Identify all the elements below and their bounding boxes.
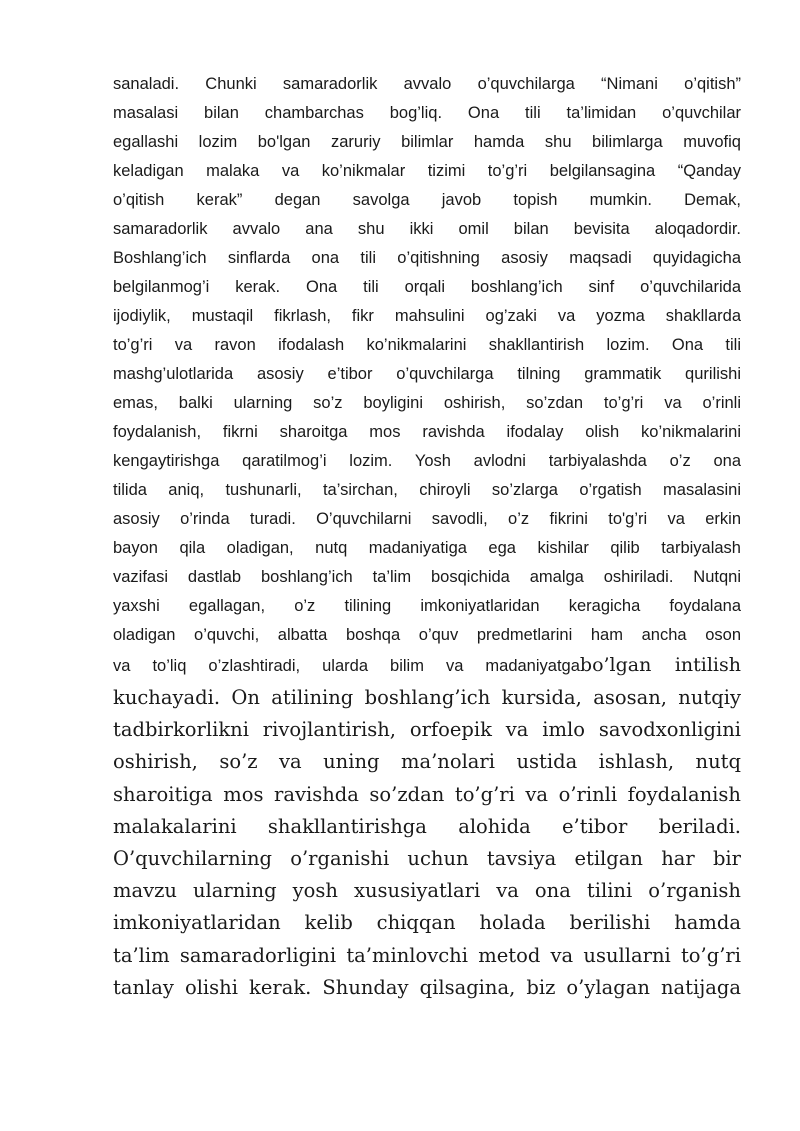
paragraph-sans <box>113 70 741 650</box>
body-text <box>113 70 741 1004</box>
text-line: tanlay olishi kerak. Shunday qilsagina, biz o’ylagan natijaga <box>113 975 741 999</box>
text-line-mixed <box>113 650 741 682</box>
text-line: Boshlang’ich sinflarda ona tili o’qitishning asosiy maqsadi quyidagicha <box>113 249 741 267</box>
text-line: egallashi lozim bo'lgan zaruriy bilimlar hamda shu bilimlarga muvofiq <box>113 133 741 151</box>
text-line: mavzu ularning yosh xususiyatlari va ona tilini o’rganish <box>113 879 741 903</box>
text-line: belgilanmog’i kerak. Ona tili orqali boshlang’ich sinf o’quvchilarida <box>113 278 741 296</box>
text-line: ta’lim samaradorligini ta’minlovchi metod va usullarni to’g’ri <box>113 943 741 967</box>
text-line: oladigan o’quvchi, albatta boshqa o’quv predmetlarini ham ancha oson <box>113 626 741 644</box>
text-line: keladigan malaka va ko’nikmalar tizimi to’g’ri belgilansagina “Qanday <box>113 162 741 180</box>
text-line: emas, balki ularning so’z boyligini oshirish, so’zdan to’g’ri va o’rinli <box>113 394 741 412</box>
text-line: tilida aniq, tushunarli, ta’sirchan, chiroyli so’zlarga o’rgatish masalasini <box>113 481 741 499</box>
text-line: malakalarini shakllantirishga alohida e’tibor beriladi. <box>113 814 741 838</box>
text-line: mashg’ulotlarida asosiy e’tibor o’quvchilarga tilning grammatik qurilishi <box>113 365 741 383</box>
text-line: to’g’ri va ravon ifodalash ko’nikmalarini shakllantirish lozim. Ona tili <box>113 336 741 354</box>
paragraph-serif <box>113 682 741 1004</box>
text-line: sanaladi. Chunki samaradorlik avvalo o’quvchilarga “Nimani o’qitish” <box>113 75 741 93</box>
text-line: tadbirkorlikni rivojlantirish, orfoepik va imlo savodxonligini <box>113 718 741 742</box>
text-line: O’quvchilarning o’rganishi uchun tavsiya etilgan har bir <box>113 847 741 871</box>
text-line: imkoniyatlaridan kelib chiqqan holada berilishi hamda <box>113 911 741 935</box>
text-line: foydalanish, fikrni sharoitga mos ravishda ifodalay olish ko’nikmalarini <box>113 423 741 441</box>
text-line: kuchayadi. On atilining boshlang’ich kursida, asosan, nutqiy <box>113 686 741 709</box>
text-line: sharoitiga mos ravishda so’zdan to’g’ri va o’rinli foydalanish <box>113 782 741 806</box>
text-line: vazifasi dastlab boshlang’ich ta’lim bosqichida amalga oshiriladi. Nutqni <box>113 568 741 586</box>
text-line: ijodiylik, mustaqil fikrlash, fikr mahsulini og’zaki va yozma shakllarda <box>113 307 741 325</box>
text-line-mixed-sans: va to’liq o’zlashtiradi, ularda bilim va madaniyatga <box>113 657 580 675</box>
text-line-mixed-serif: bo’lgan intilish <box>579 654 741 676</box>
text-line: samaradorlik avvalo ana shu ikki omil bilan bevisita aloqadordir. <box>113 220 741 238</box>
text-line: o’qitish kerak” degan savolga javob topish mumkin. Demak, <box>113 191 741 209</box>
text-line: yaxshi egallagan, o’z tilining imkoniyatlaridan keragicha foydalana <box>113 597 741 615</box>
text-line: asosiy o’rinda turadi. O’quvchilarni savodli, o’z fikrini to'g’ri va erkin <box>113 510 741 528</box>
text-line: kengaytirishga qaratilmog’i lozim. Yosh avlodni tarbiyalashda o’z ona <box>113 452 741 470</box>
text-line: masalasi bilan chambarchas bog’liq. Ona tili ta’limidan o’quvchilar <box>113 104 741 122</box>
text-line: oshirish, so’z va uning ma’nolari ustida ishlash, nutq <box>113 750 741 774</box>
text-line: bayon qila oladigan, nutq madaniyatiga ega kishilar qilib tarbiyalash <box>113 539 741 557</box>
